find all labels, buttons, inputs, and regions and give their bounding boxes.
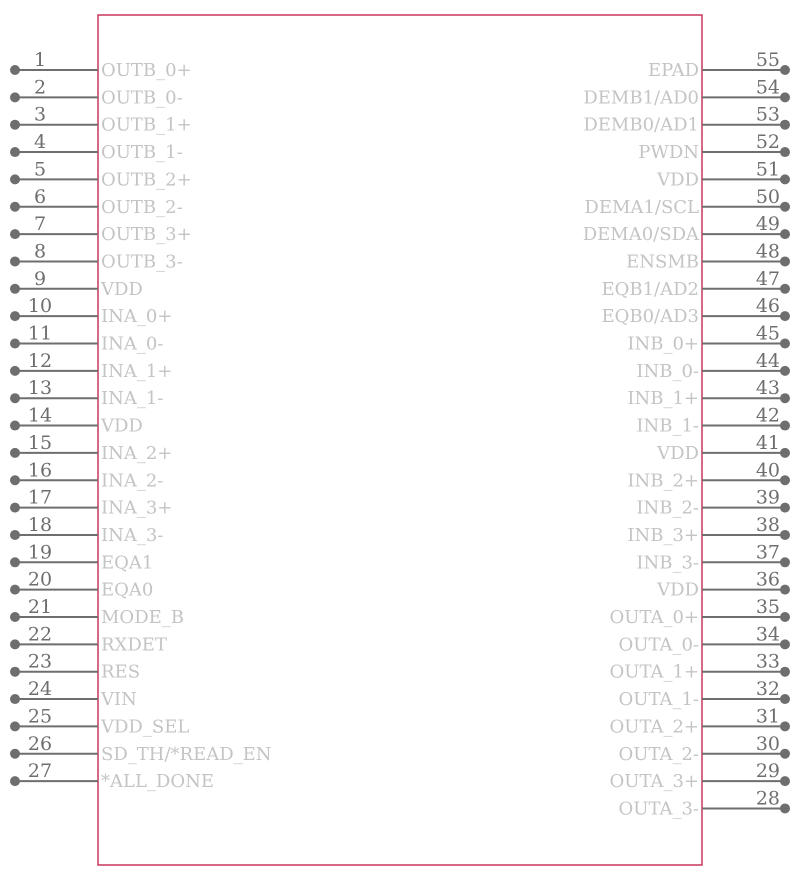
pin-name: VDD [657, 442, 699, 464]
pin-number: 43 [755, 377, 780, 400]
pin-endpoint [780, 92, 790, 102]
pin-endpoint [10, 393, 20, 403]
pin-endpoint [10, 557, 20, 567]
pin-endpoint [10, 92, 20, 102]
pin-number: 8 [33, 240, 47, 263]
pin-number: 15 [27, 431, 53, 454]
pin-name: VDD_SEL [101, 716, 190, 738]
pin-number: 1 [33, 49, 47, 71]
pin-endpoint [10, 202, 20, 212]
pin-name: OUTA_3+ [609, 771, 699, 793]
pin-endpoint [780, 639, 790, 649]
pin-endpoint [780, 803, 790, 813]
pin-number: 9 [33, 267, 47, 290]
pin-number: 35 [755, 596, 780, 618]
pin-name: OUTB_2- [101, 196, 183, 218]
pin-name: OUTB_0+ [101, 60, 192, 81]
pin-name: INB_1- [636, 415, 699, 437]
pin-number: 55 [755, 49, 780, 71]
pin-number: 38 [755, 513, 780, 536]
pin-number: 37 [755, 541, 780, 564]
pin-number: 14 [27, 404, 53, 427]
pin-name: OUTB_3- [101, 251, 183, 273]
pin-endpoint [10, 256, 20, 266]
pin-name: DEMB0/AD1 [583, 114, 699, 136]
pin-name: VDD [101, 415, 143, 437]
pin-name: EQA1 [101, 552, 154, 574]
pin-number: 51 [755, 158, 780, 181]
pin-endpoint [780, 721, 790, 731]
pin-endpoint [780, 229, 790, 239]
pin-name: OUTB_1- [101, 142, 183, 164]
pin-number: 50 [755, 185, 780, 208]
pin-endpoint [10, 667, 20, 677]
pin-name: EQB1/AD2 [601, 278, 699, 300]
pin-number: 47 [755, 267, 780, 290]
pin-number: 19 [27, 541, 53, 564]
pin-endpoint [780, 475, 790, 485]
pin-endpoint [780, 311, 790, 321]
pin-endpoint [780, 612, 790, 622]
pin-endpoint [10, 421, 20, 431]
pin-number: 31 [755, 705, 780, 728]
pin-number: 24 [27, 678, 53, 701]
pin-name: INB_0- [636, 360, 699, 382]
pin-endpoint [10, 639, 20, 649]
pin-number: 41 [755, 431, 780, 454]
pin-number: 49 [755, 213, 780, 236]
pin-name: RES [101, 661, 141, 683]
pin-number: 45 [755, 322, 780, 345]
pin-endpoint [10, 284, 20, 294]
pin-number: 10 [27, 295, 53, 318]
pin-endpoint [10, 749, 20, 759]
pin-number: 20 [27, 568, 53, 591]
pin-endpoint [780, 776, 790, 786]
pin-name: INA_3- [101, 524, 164, 546]
pin-name: EQA0 [101, 579, 154, 601]
pin-number: 5 [33, 158, 47, 181]
pin-endpoint [780, 65, 790, 75]
left-pin-group [10, 49, 272, 792]
pin-name: INB_2- [636, 497, 699, 519]
pin-name: ENSMB [626, 251, 699, 273]
pin-name: OUTA_2+ [609, 716, 699, 738]
pin-endpoint [780, 448, 790, 458]
pin-name: OUTA_0+ [609, 607, 699, 628]
pin-endpoint [10, 612, 20, 622]
pin-name: INA_1- [101, 388, 164, 410]
pin-name: INB_1+ [627, 388, 699, 410]
pin-endpoint [780, 147, 790, 157]
right-pin-group [583, 49, 790, 819]
pin-endpoint [10, 311, 20, 321]
pin-endpoint [780, 585, 790, 595]
pin-endpoint [10, 366, 20, 376]
pin-name: INB_3+ [627, 524, 699, 546]
pin-endpoint [780, 339, 790, 349]
pin-endpoint [780, 120, 790, 130]
pin-name: OUTB_3+ [101, 224, 192, 246]
pin-number: 52 [755, 131, 780, 154]
pin-number: 25 [27, 705, 53, 728]
pin-name: INB_3- [636, 552, 699, 574]
pin-name: EQB0/AD3 [601, 306, 699, 328]
pin-number: 2 [33, 76, 47, 99]
pin-name: RXDET [101, 634, 167, 656]
pin-name: INA_1+ [101, 360, 173, 382]
pin-endpoint [780, 202, 790, 212]
pin-number: 27 [27, 760, 53, 783]
pin-number: 12 [27, 349, 53, 372]
pin-number: 46 [755, 295, 780, 318]
pin-endpoint [780, 393, 790, 403]
pin-endpoint [10, 721, 20, 731]
pin-name: OUTB_0- [101, 87, 183, 109]
pin-name: OUTA_1- [618, 689, 699, 711]
pin-number: 21 [27, 596, 53, 618]
pin-name: VIN [101, 689, 137, 711]
pin-27 [10, 760, 214, 792]
pin-endpoint [10, 229, 20, 239]
pin-endpoint [780, 557, 790, 567]
pin-name: INA_2- [101, 470, 164, 492]
pin-endpoint [780, 749, 790, 759]
pin-endpoint [780, 421, 790, 431]
pin-number: 54 [755, 76, 780, 99]
pin-number: 17 [27, 486, 53, 509]
pin-name: DEMB1/AD0 [583, 87, 699, 109]
pin-name: OUTB_2+ [101, 169, 192, 191]
pin-number: 11 [27, 322, 53, 345]
pin-endpoint [10, 65, 20, 75]
pin-number: 26 [27, 732, 53, 755]
pin-name: INA_2+ [101, 442, 173, 464]
pin-number: 6 [33, 185, 47, 208]
pin-endpoint [10, 174, 20, 184]
pin-endpoint [10, 475, 20, 485]
pin-endpoint [10, 120, 20, 130]
pin-endpoint [780, 256, 790, 266]
pin-name: VDD [657, 169, 699, 191]
component-body [98, 15, 702, 865]
pin-number: 32 [755, 678, 780, 701]
pin-number: 16 [27, 459, 53, 482]
pin-number: 7 [33, 213, 47, 236]
pin-endpoint [10, 147, 20, 157]
pin-number: 3 [33, 103, 47, 126]
pin-number: 39 [755, 486, 780, 509]
pin-endpoint [10, 448, 20, 458]
pin-number: 28 [755, 787, 780, 810]
pin-28 [619, 787, 790, 819]
pin-name: OUTB_1+ [101, 114, 192, 136]
pin-name: INB_2+ [627, 470, 699, 492]
pin-endpoint [10, 776, 20, 786]
pin-endpoint [10, 530, 20, 540]
pin-name: EPAD [647, 60, 699, 81]
pin-endpoint [780, 694, 790, 704]
pin-endpoint [780, 667, 790, 677]
pin-name: SD_TH/*READ_EN [101, 743, 272, 765]
pin-name: VDD [101, 278, 143, 300]
pin-endpoint [780, 174, 790, 184]
pin-number: 42 [755, 404, 780, 427]
pin-name: DEMA1/SCL [584, 196, 699, 218]
pin-number: 40 [755, 459, 780, 482]
pin-name: INA_0- [101, 333, 164, 355]
pin-number: 30 [755, 732, 780, 755]
pin-endpoint [10, 503, 20, 513]
pin-endpoint [780, 503, 790, 513]
pin-endpoint [780, 284, 790, 294]
pin-name: OUTA_1+ [609, 661, 699, 683]
pin-name: INB_0+ [627, 333, 699, 355]
pin-name: OUTA_2- [618, 743, 699, 765]
pin-endpoint [780, 366, 790, 376]
pin-number: 36 [755, 568, 780, 591]
pin-name: OUTA_0- [618, 634, 699, 656]
pin-name: DEMA0/SDA [582, 224, 699, 246]
pin-name: OUTA_3- [618, 798, 699, 820]
pin-endpoint [780, 530, 790, 540]
pin-endpoint [10, 585, 20, 595]
pin-name: MODE_B [101, 607, 184, 628]
pin-endpoint [10, 694, 20, 704]
pin-number: 29 [755, 760, 780, 783]
pin-number: 34 [755, 623, 780, 646]
pin-endpoint [10, 339, 20, 349]
pin-number: 13 [27, 377, 53, 400]
pin-name: PWDN [638, 142, 699, 164]
pin-name: VDD [657, 579, 699, 601]
pin-name: *ALL_DONE [101, 771, 214, 793]
pin-number: 23 [27, 650, 53, 673]
pin-number: 4 [33, 131, 47, 154]
pin-number: 33 [755, 650, 780, 673]
pin-number: 48 [755, 240, 780, 263]
pin-number: 53 [755, 103, 780, 126]
pin-number: 22 [27, 623, 53, 646]
pin-name: INA_3+ [101, 497, 173, 519]
pin-name: INA_0+ [101, 306, 173, 328]
pin-number: 44 [755, 349, 780, 372]
pin-number: 18 [27, 513, 53, 536]
